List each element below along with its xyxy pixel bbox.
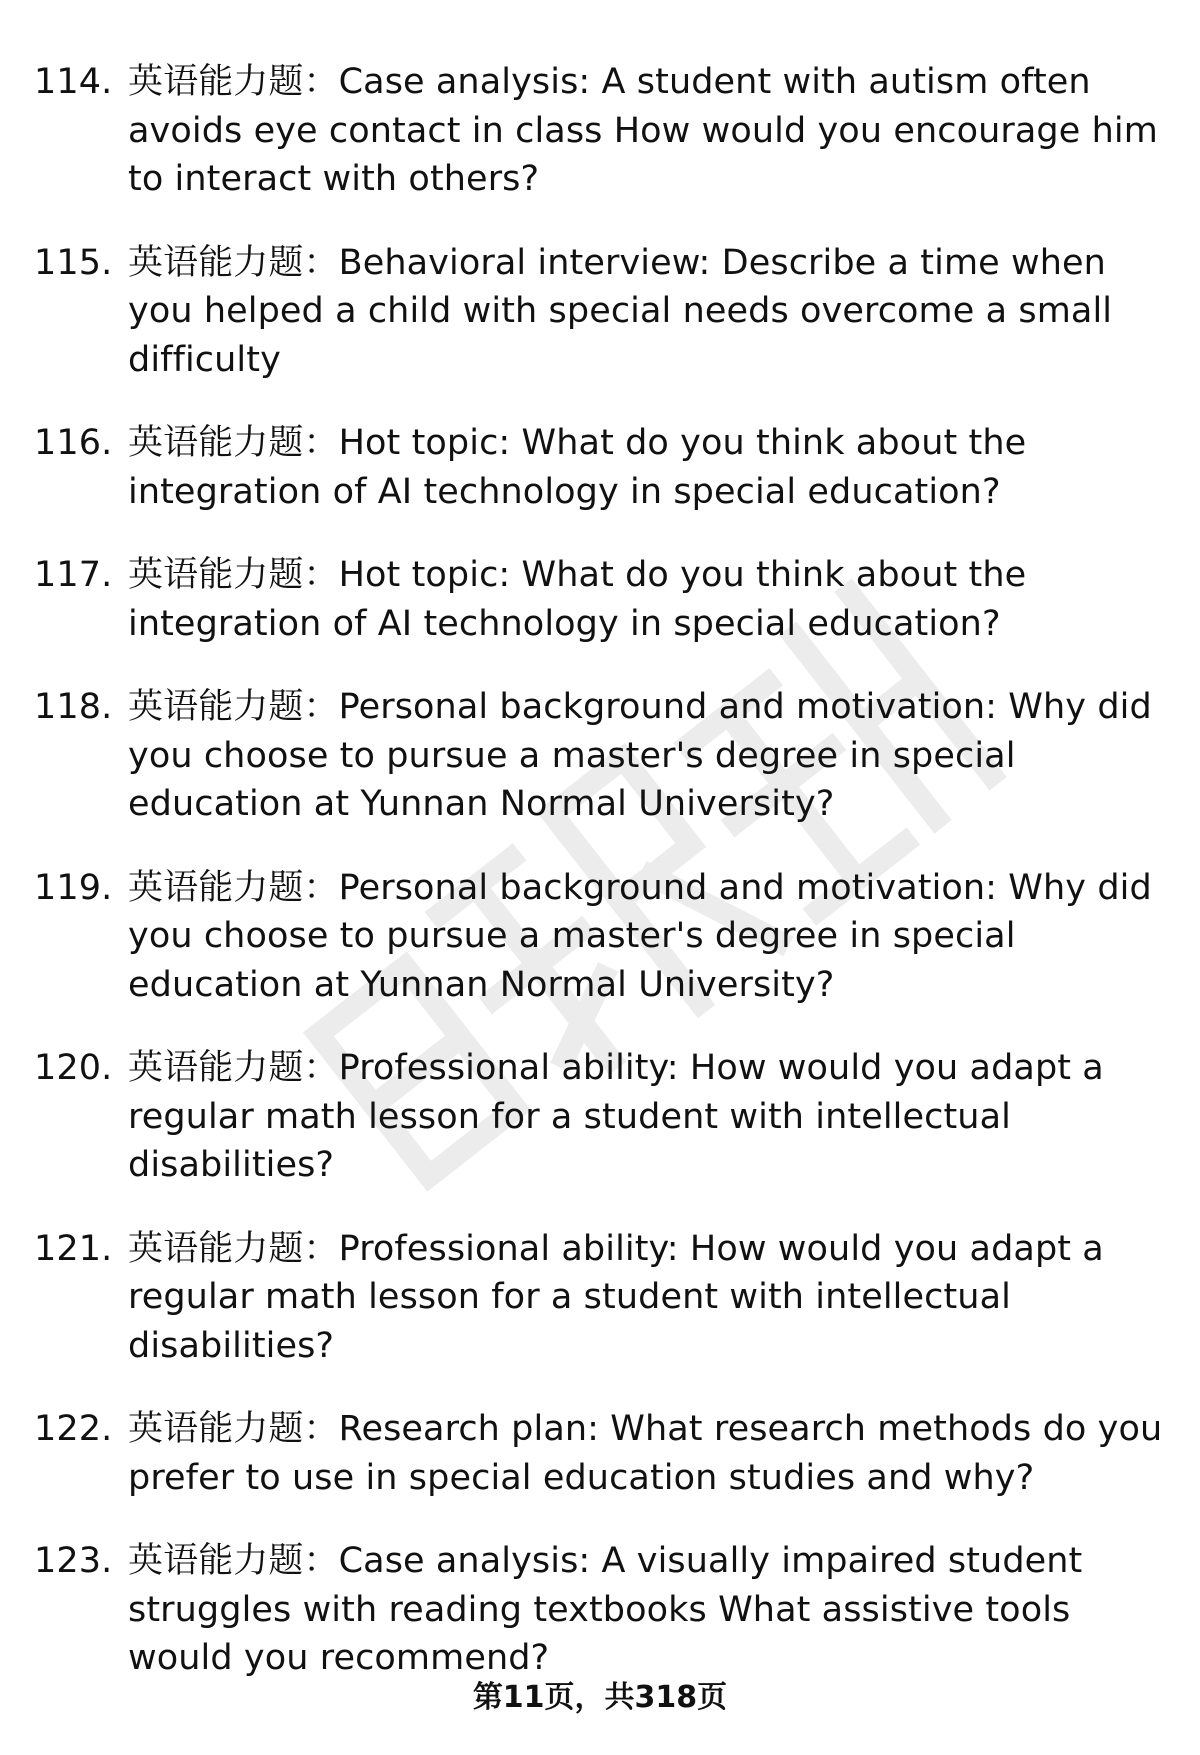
- question-number: 118.: [34, 687, 113, 727]
- question-text: Personal background and motivation: Why did you choose to pursue a master's degree in special education at Yunnan Normal University?: [128, 687, 1152, 824]
- question-body: [128, 239, 1174, 385]
- question-category: 英语能力题：: [128, 1541, 339, 1581]
- question-text: Professional ability: How would you adapt a regular math lesson for a student with intellectual disabilities?: [128, 1228, 1104, 1366]
- question-category: 英语能力题：: [128, 1409, 339, 1449]
- question-list: [34, 58, 1174, 1718]
- question-body: [128, 864, 1174, 1010]
- question-body: [128, 1405, 1174, 1502]
- question-number: 116.: [34, 423, 113, 463]
- question-category: 英语能力题：: [128, 242, 339, 283]
- question-number: 121.: [34, 1228, 113, 1269]
- question-number: 117.: [34, 555, 113, 595]
- question-category: 英语能力题：: [128, 867, 339, 908]
- question-category: 英语能力题：: [128, 555, 339, 595]
- question-number: 115.: [34, 242, 113, 283]
- list-item: [34, 239, 1174, 385]
- question-category: 英语能力题：: [128, 687, 339, 727]
- question-body: [128, 1537, 1174, 1683]
- question-body: [128, 683, 1174, 829]
- question-text: Case analysis: A visually impaired student struggles with reading textbooks What assistive tools would you recommend?: [128, 1541, 1083, 1678]
- question-number: 114.: [34, 62, 113, 102]
- list-item: [34, 683, 1174, 829]
- list-item: [34, 58, 1174, 204]
- question-text: Personal background and motivation: Why did you choose to pursue a master's degree in special education at Yunnan Normal University?: [128, 867, 1152, 1005]
- question-number: 123.: [34, 1541, 113, 1581]
- list-item: [34, 419, 1174, 516]
- question-category: 英语能力题：: [128, 1228, 339, 1269]
- question-category: 英语能力题：: [128, 423, 339, 463]
- question-body: [128, 1225, 1174, 1371]
- list-item: [34, 1405, 1174, 1502]
- question-number: 119.: [34, 867, 113, 908]
- question-text: Case analysis: A student with autism often avoids eye contact in class How would you encourage him to interact with others?: [128, 62, 1158, 199]
- question-body: [128, 551, 1174, 648]
- question-body: [128, 419, 1174, 516]
- list-item: [34, 1225, 1174, 1371]
- list-item: [34, 1537, 1174, 1683]
- question-body: [128, 1044, 1174, 1190]
- question-number: 122.: [34, 1409, 113, 1449]
- question-category: 英语能力题：: [128, 1048, 339, 1088]
- page-number-footer: 第11页，共318页: [472, 1680, 728, 1715]
- question-body: [128, 58, 1174, 204]
- question-number: 120.: [34, 1048, 113, 1088]
- question-text: Professional ability: How would you adapt a regular math lesson for a student with intellectual disabilities?: [128, 1048, 1104, 1185]
- list-item: [34, 1044, 1174, 1190]
- list-item: [34, 864, 1174, 1010]
- question-text: Hot topic: What do you think about the integration of AI technology in special education?: [128, 423, 1027, 512]
- question-text: Hot topic: What do you think about the integration of AI technology in special education?: [128, 555, 1027, 644]
- question-category: 英语能力题：: [128, 62, 339, 102]
- list-item: [34, 551, 1174, 648]
- question-text: Research plan: What research methods do you prefer to use in special education studies and why?: [128, 1409, 1163, 1498]
- question-text: Behavioral interview: Describe a time when you helped a child with special needs overcome a small difficulty: [128, 242, 1113, 380]
